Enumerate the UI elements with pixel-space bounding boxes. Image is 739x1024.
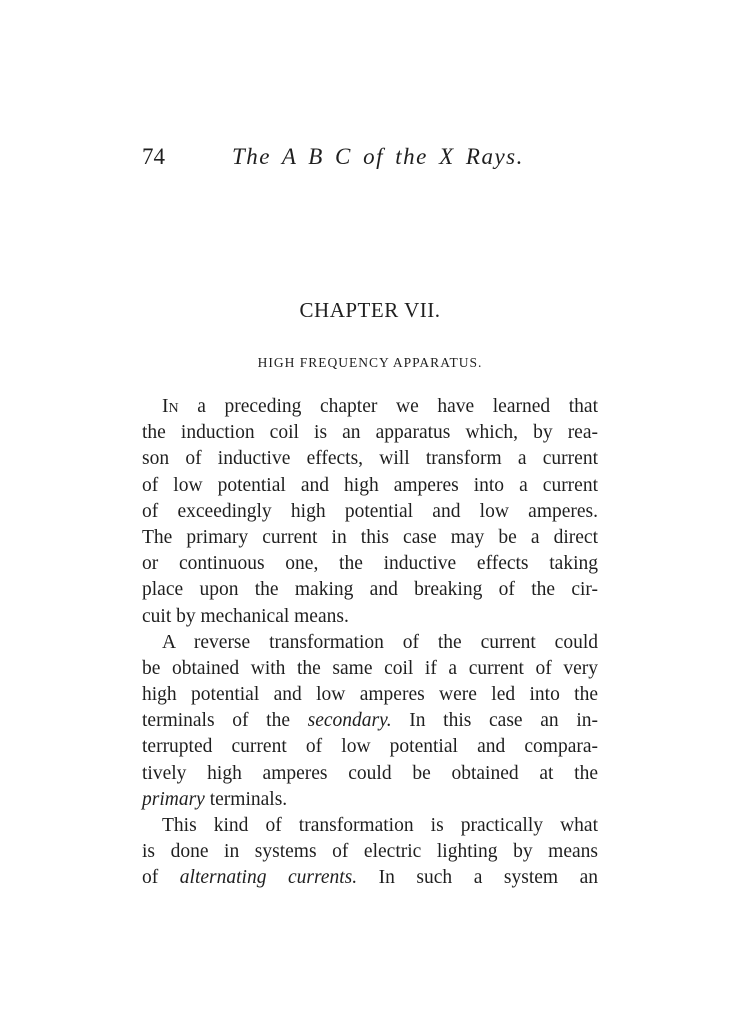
drop-word: In [162,396,179,417]
chapter-subtitle: HIGH FREQUENCY APPARATUS. [257,355,483,370]
text-line [142,865,598,891]
text-line: of low potential and high amperes into a current [142,474,598,496]
running-head [142,144,612,176]
text-line: place upon the making and breaking of the cir- [142,579,598,601]
paragraph-2 [142,630,598,813]
text-line: of exceedingly high potential and low amperes. [142,500,598,522]
text-span: In such a system an [357,867,598,889]
text-line: is done in systems of electric lighting by means [142,841,598,863]
text-span: In this case an in- [391,710,598,732]
emphasis: primary [142,788,205,810]
text-line: The primary current in this case may be a direct [142,526,598,548]
paragraph-1 [142,394,598,630]
text-line [142,394,598,420]
page-number: 74 [142,144,165,169]
text-line [142,708,598,734]
running-title: The A B C of the X Rays. [232,144,524,169]
chapter-heading: CHAPTER VII. [299,298,441,322]
text-line: tively high amperes could be obtained at the [142,762,598,784]
text-line: A reverse transformation of the current could [162,631,598,653]
text-line: cuit by mechanical means. [142,605,349,627]
paragraph-3 [142,813,598,892]
text-line: be obtained with the same coil if a current of very [142,657,598,679]
text-line: the induction coil is an apparatus which, by rea- [142,422,598,444]
text-span: terminals. [204,788,288,810]
text-line: terrupted current of low potential and compara- [142,736,598,758]
text-line [142,787,598,813]
text-span: terminals of the [142,710,308,732]
text-line: or continuous one, the inductive effects taking [142,553,598,575]
text-span: of [142,867,180,889]
text-line: son of inductive effects, will transform a current [142,448,598,470]
emphasis: alternating currents. [179,867,358,889]
text-line: This kind of transformation is practically what [162,815,598,836]
text-line: high potential and low amperes were led into the [142,684,598,706]
body-text [142,394,598,892]
emphasis: secondary. [307,710,392,732]
text-span: a preceding chapter we have learned that [178,396,598,417]
